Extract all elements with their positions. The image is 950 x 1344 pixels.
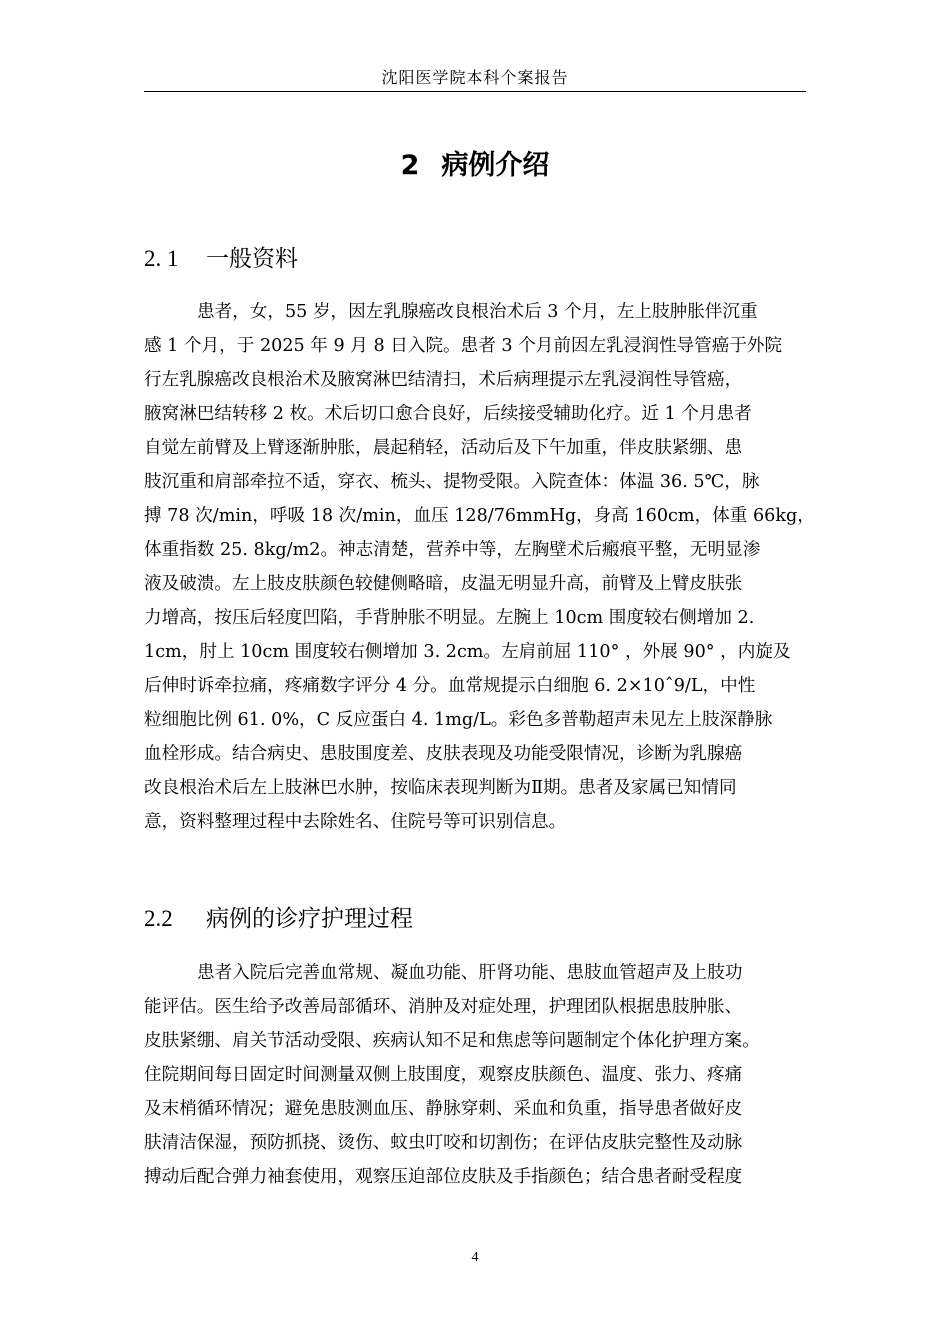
text-line: 力增高，按压后轻度凹陷，手背肿胀不明显。左腕上 10cm 围度较右侧增加 2.	[144, 608, 755, 628]
paragraph-general-info	[144, 295, 815, 839]
section-title: 病例的诊疗护理过程	[206, 906, 413, 932]
text-line: 1cm，肘上 10cm 围度较右侧增加 3. 2cm。左肩前屈 110° ，外展 90° ，内旋及	[144, 642, 791, 662]
text-line: 腋窝淋巴结转移 2 枚。术后切口愈合良好，后续接受辅助化疗。近 1 个月患者	[144, 404, 752, 424]
section-title: 一般资料	[206, 246, 298, 272]
text-line: 改良根治术后左上肢淋巴水肿，按临床表现判断为Ⅱ期。患者及家属已知情同	[144, 778, 737, 798]
text-line: 搏 78 次/min，呼吸 18 次/min，血压 128/76mmHg，身高 160cm，体重 66kg，	[144, 506, 815, 526]
text-line: 搏动后配合弹力袖套使用，观察压迫部位皮肤及手指颜色；结合患者耐受程度	[144, 1167, 743, 1187]
text-line: 意，资料整理过程中去除姓名、住院号等可识别信息。	[144, 812, 567, 832]
header-rule	[144, 91, 806, 92]
text-line: 液及破溃。左上肢皮肤颜色较健侧略暗，皮温无明显升高，前臂及上臂皮肤张	[144, 574, 743, 594]
text-line: 及末梢循环情况；避免患肢测血压、静脉穿刺、采血和负重，指导患者做好皮	[144, 1099, 743, 1119]
text-line: 自觉左前臂及上臂逐渐肿胀，晨起稍轻，活动后及下午加重，伴皮肤紧绷、患	[144, 438, 743, 458]
text-line: 肤清洁保湿，预防抓挠、烫伤、蚊虫叮咬和切割伤；在评估皮肤完整性及动脉	[144, 1133, 743, 1153]
text-line: 感 1 个月，于 2025 年 9 月 8 日入院。患者 3 个月前因左乳浸润性导管癌于外院	[144, 336, 783, 356]
section-number: 2. 1	[144, 246, 179, 271]
section-number: 2.2	[144, 906, 173, 931]
chapter-title	[144, 148, 806, 184]
text-line: 粒细胞比例 61. 0%，C 反应蛋白 4. 1mg/L。彩色多普勒超声未见左上肢深静脉	[144, 710, 773, 730]
chapter-number: 2	[400, 150, 420, 181]
text-line: 血栓形成。结合病史、患肢围度差、皮肤表现及功能受限情况，诊断为乳腺癌	[144, 744, 743, 764]
section-heading-treatment-process	[144, 903, 806, 935]
chapter-title-text: 病例介绍	[441, 150, 550, 181]
text-line: 住院期间每日固定时间测量双侧上肢围度，观察皮肤颜色、温度、张力、疼痛	[144, 1065, 743, 1085]
text-line: 体重指数 25. 8kg/m2。神志清楚，营养中等，左胸壁术后瘢痕平整，无明显渗	[144, 540, 761, 560]
paragraph-treatment-process	[144, 956, 806, 1194]
text-line: 后伸时诉牵拉痛，疼痛数字评分 4 分。血常规提示白细胞 6. 2×10ˆ9/L，中性	[144, 676, 756, 696]
text-line: 行左乳腺癌改良根治术及腋窝淋巴结清扫，术后病理提示左乳浸润性导管癌，	[144, 370, 743, 390]
text-line: 皮肤紧绷、肩关节活动受限、疾病认知不足和焦虑等问题制定个体化护理方案。	[144, 1031, 760, 1051]
running-header: 沈阳医学院本科个案报告	[381, 68, 569, 87]
text-line: 能评估。医生给予改善局部循环、消肿及对症处理，护理团队根据患肢肿胀、	[144, 997, 743, 1017]
text-line: 肢沉重和肩部牵拉不适，穿衣、梳头、提物受限。入院查体：体温 36. 5℃，脉	[144, 472, 760, 492]
text-line: 患者入院后完善血常规、凝血功能、肝肾功能、患肢血管超声及上肢功	[197, 963, 743, 983]
text-line: 患者，女，55 岁，因左乳腺癌改良根治术后 3 个月，左上肢肿胀伴沉重	[197, 302, 758, 322]
page-number: 4	[471, 1250, 479, 1265]
section-heading-general-info	[144, 243, 806, 275]
